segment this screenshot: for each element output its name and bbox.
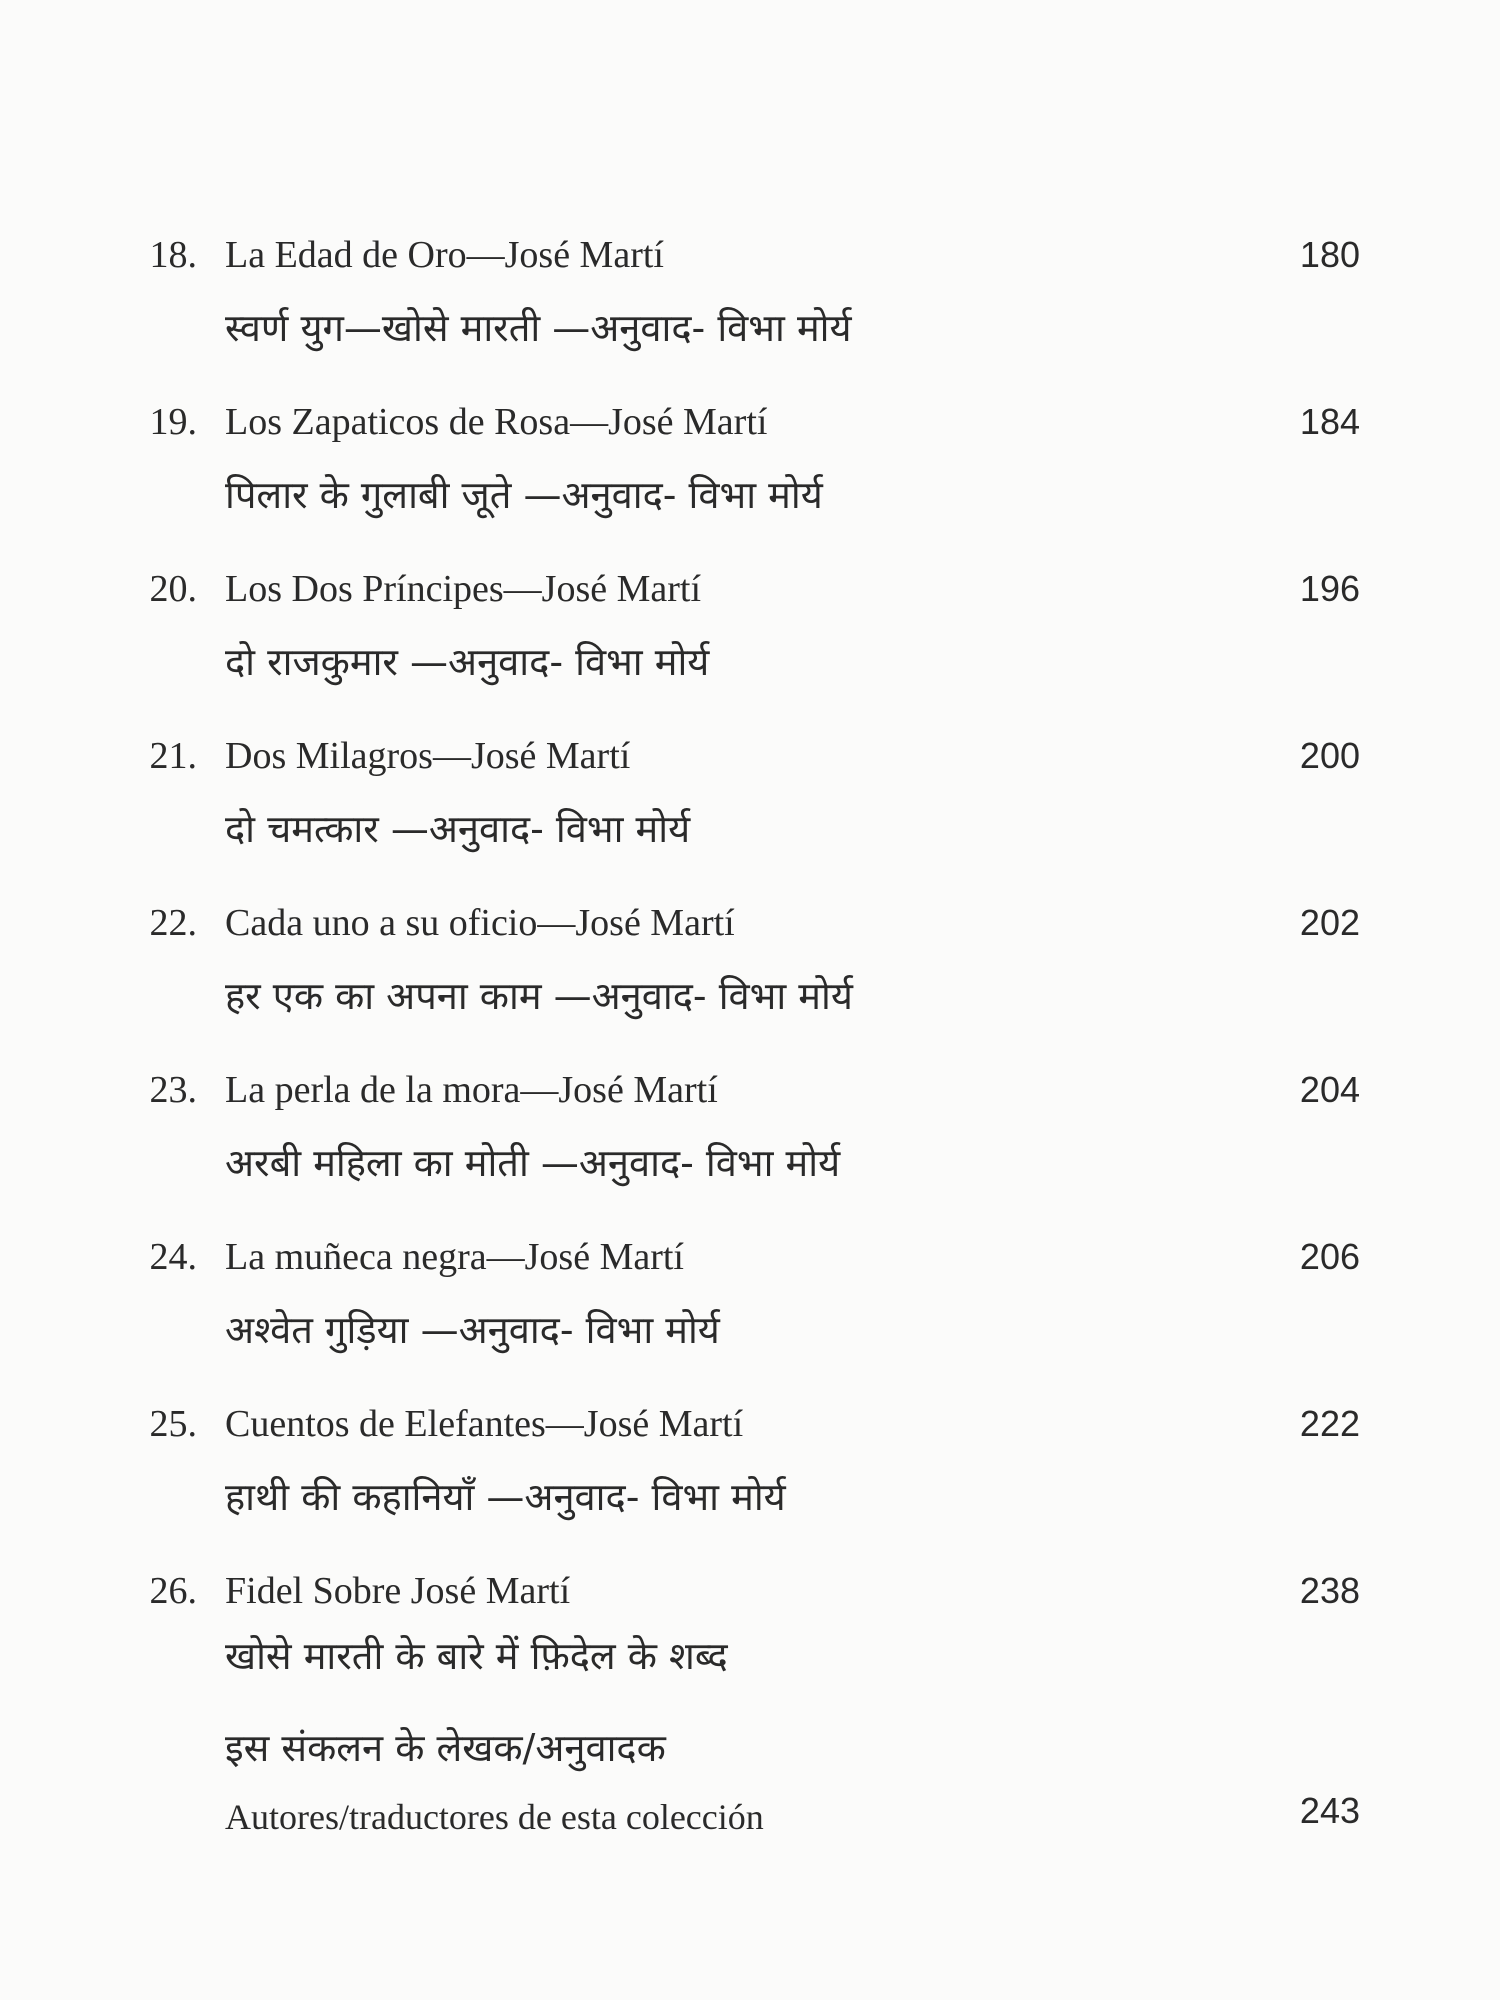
entry-page-number: 180 xyxy=(1299,234,1360,275)
entry-page-number: 222 xyxy=(1299,1403,1360,1444)
entry-page-number: 243 xyxy=(1299,1790,1360,1831)
toc-entry-23 xyxy=(0,1065,1500,1235)
entry-title-hindi: खोसे मारती के बारे में फ़िदेल के शब्द xyxy=(225,1634,728,1678)
entry-title-hindi: दो राजकुमार —अनुवाद- विभा मोर्य xyxy=(225,640,710,684)
entry-number: 26. xyxy=(149,1570,197,1612)
entry-number: 25. xyxy=(149,1403,197,1445)
entry-number: 20. xyxy=(149,568,197,610)
entry-number: 22. xyxy=(149,902,197,944)
entry-page-number: 184 xyxy=(1299,401,1360,442)
entry-number: 18. xyxy=(149,234,197,276)
entry-title-hindi: पिलार के गुलाबी जूते —अनुवाद- विभा मोर्य xyxy=(225,473,823,517)
toc-entry-25 xyxy=(0,1399,1500,1569)
entry-number: 21. xyxy=(149,735,197,777)
entry-title-spanish: Dos Milagros—José Martí xyxy=(225,735,631,777)
toc-entry-26 xyxy=(0,1566,1500,1736)
entry-title-spanish: Cuentos de Elefantes—José Martí xyxy=(225,1403,744,1445)
entry-title-hindi: हाथी की कहानियाँ —अनुवाद- विभा मोर्य xyxy=(225,1475,786,1519)
entry-page-number: 204 xyxy=(1299,1069,1360,1110)
entry-title-hindi: अरबी महिला का मोती —अनुवाद- विभा मोर्य xyxy=(225,1141,841,1185)
entry-title-spanish: La Edad de Oro—José Martí xyxy=(225,234,664,276)
toc-entry-22 xyxy=(0,898,1500,1068)
entry-title-spanish: Fidel Sobre José Martí xyxy=(225,1570,571,1612)
entry-page-number: 202 xyxy=(1299,902,1360,943)
entry-title-hindi: इस संकलन के लेखक/अनुवादक xyxy=(225,1726,666,1770)
entry-number: 23. xyxy=(149,1069,197,1111)
entry-title-spanish: Autores/traductores de esta colección xyxy=(225,1797,764,1837)
entry-title-spanish: Los Dos Príncipes—José Martí xyxy=(225,568,702,610)
entry-page-number: 238 xyxy=(1299,1570,1360,1611)
toc-entry-20 xyxy=(0,564,1500,734)
toc-entry-24 xyxy=(0,1232,1500,1402)
toc-entry-19 xyxy=(0,397,1500,567)
entry-title-spanish: La muñeca negra—José Martí xyxy=(225,1236,684,1278)
entry-number: 24. xyxy=(149,1236,197,1278)
entry-number: 19. xyxy=(149,401,197,443)
entry-title-hindi: स्वर्ण युग—खोसे मारती —अनुवाद- विभा मोर्य xyxy=(225,306,852,350)
entry-title-hindi: हर एक का अपना काम —अनुवाद- विभा मोर्य xyxy=(225,974,853,1018)
entry-title-hindi: दो चमत्कार —अनुवाद- विभा मोर्य xyxy=(225,807,691,851)
entry-title-spanish: Los Zapaticos de Rosa—José Martí xyxy=(225,401,768,443)
toc-entry-21 xyxy=(0,731,1500,901)
entry-title-hindi: अश्वेत गुड़िया —अनुवाद- विभा मोर्य xyxy=(225,1308,720,1352)
entry-page-number: 206 xyxy=(1299,1236,1360,1277)
toc-entry-18 xyxy=(0,230,1500,400)
entry-page-number: 200 xyxy=(1299,735,1360,776)
entry-title-spanish: Cada uno a su oficio—José Martí xyxy=(225,902,735,944)
entry-title-spanish: La perla de la mora—José Martí xyxy=(225,1069,718,1111)
entry-page-number: 196 xyxy=(1299,568,1360,609)
